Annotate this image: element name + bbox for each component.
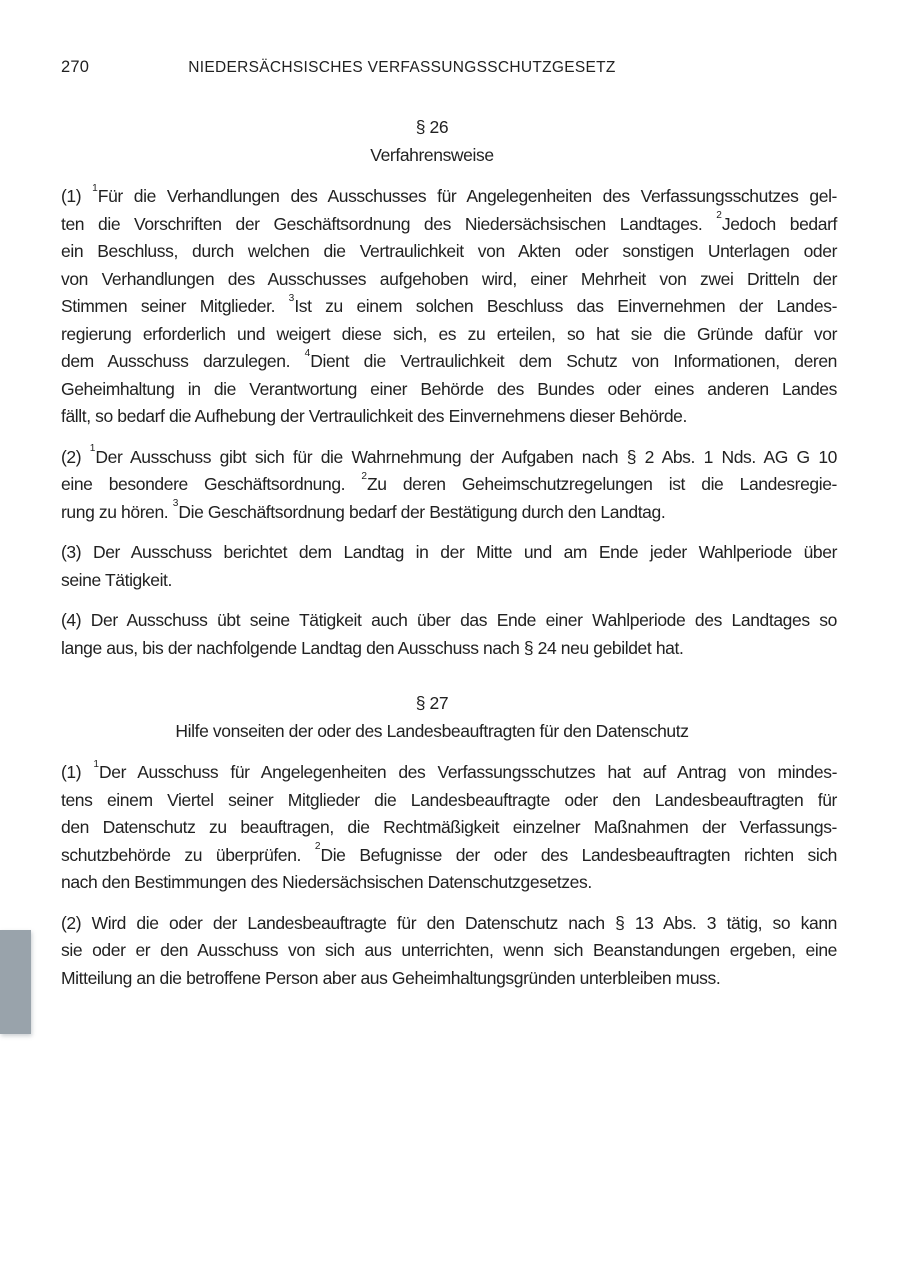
text-line: ten die Vorschriften der Geschäftsordnung des Niedersächsischen Landtages. $^2$Jedoch bedarf bbox=[61, 210, 837, 234]
paragraph bbox=[61, 183, 837, 431]
sentence-number: 1 bbox=[89, 443, 96, 455]
text-line: eine besondere Geschäftsordnung. $^2$Zu deren Geheimschutzregelungen ist die Landesregie- bbox=[61, 470, 837, 494]
running-title: NIEDERSÄCHSISCHES VERFASSUNGSSCHUTZGESETZ bbox=[188, 59, 616, 76]
thumb-index-tab bbox=[0, 930, 31, 1034]
text-line: Geheimhaltung in die Verantwortung einer Behörde des Bundes oder eines anderen Landes bbox=[61, 378, 837, 399]
text-line: sie oder er den Ausschuss von sich aus unterrichten, wenn sich Beanstandungen ergeben, eine bbox=[61, 940, 837, 960]
section-number: § 26 bbox=[415, 117, 449, 137]
text-line: rung zu hören. $^3$Die Geschäftsordnung bedarf der Bestätigung durch den Landtag. bbox=[61, 498, 666, 522]
page-number: 270 bbox=[61, 58, 90, 76]
text-line: (4) Der Ausschuss übt seine Tätigkeit auch über das Ende einer Wahlperiode des Landtages so bbox=[61, 610, 837, 630]
text-line: den Datenschutz zu beauftragen, die Rechtmäßigkeit einzelner Maßnahmen der Verfassungs- bbox=[61, 817, 837, 837]
text-line: nach den Bestimmungen des Niedersächsischen Datenschutzgesetzes. bbox=[61, 872, 592, 892]
text-line: Stimmen seiner Mitglieder. $^3$Ist zu einem solchen Beschluss das Einvernehmen der Landes- bbox=[61, 292, 837, 316]
paragraph bbox=[61, 444, 837, 527]
paragraph bbox=[61, 910, 837, 993]
text-column bbox=[61, 0, 837, 992]
section-title: Verfahrensweise bbox=[370, 144, 494, 165]
section-number: § 27 bbox=[415, 693, 449, 713]
sentence-number: 3 bbox=[172, 498, 179, 510]
text-line: (2) Wird die oder der Landesbeauftragte für den Datenschutz nach § 13 Abs. 3 tätig, so kann bbox=[61, 912, 837, 933]
sentence-number: 4 bbox=[304, 347, 311, 359]
text-line: regierung erforderlich und weigert diese sich, es zu erteilen, so hat sie die Gründe dafür vor bbox=[61, 323, 837, 344]
text-line: schutzbehörde zu überprüfen. $^2$Die Befugnisse der oder des Landesbeauftragten richten sich bbox=[61, 841, 837, 865]
text-line: (1) $^1$Der Ausschuss für Angelegenheiten des Verfassungsschutzes hat auf Antrag von mindes- bbox=[61, 758, 837, 782]
text-line: dem Ausschuss darzulegen. $^4$Dient die Vertraulichkeit dem Schutz von Informationen, deren bbox=[61, 347, 837, 371]
text-line: lange aus, bis der nachfolgende Landtag den Ausschuss nach § 24 neu gebildet hat. bbox=[61, 637, 684, 658]
text-line: (2) $^1$Der Ausschuss gibt sich für die Wahrnehmung der Aufgaben nach § 2 Abs. 1 Nds. AG G 10 bbox=[61, 443, 838, 467]
paragraph bbox=[61, 539, 837, 594]
sentence-number: 2 bbox=[314, 841, 321, 853]
section-title: Hilfe vonseiten der oder des Landesbeauftragten für den Datenschutz bbox=[175, 720, 689, 741]
text-line: (1) $^1$Für die Verhandlungen des Ausschusses für Angelegenheiten des Verfassungsschutzes gel- bbox=[61, 182, 837, 206]
sentence-number: 3 bbox=[288, 292, 295, 304]
paragraph bbox=[61, 607, 837, 662]
sentence-number: 2 bbox=[716, 210, 722, 222]
paragraph bbox=[61, 759, 837, 897]
text-line: (3) Der Ausschuss berichtet dem Landtag in der Mitte und am Ende jeder Wahlperiode über bbox=[61, 542, 837, 562]
text-line: ein Beschluss, durch welchen die Vertraulichkeit von Akten oder sonstigen Unterlagen oder bbox=[61, 241, 837, 261]
text-line: tens einem Viertel seiner Mitglieder die Landesbeauftragte oder den Landesbeauftragten für bbox=[61, 789, 837, 810]
section-heading bbox=[44, 114, 820, 169]
sentence-number: 1 bbox=[92, 182, 98, 194]
text-line: seine Tätigkeit. bbox=[61, 569, 172, 590]
sentence-number: 1 bbox=[93, 758, 99, 770]
section-heading bbox=[44, 690, 820, 745]
text-line: Mitteilung an die betroffene Person aber aus Geheimhaltungsgründen unterbleiben muss. bbox=[61, 967, 721, 988]
sentence-number: 2 bbox=[361, 470, 367, 482]
text-line: von Verhandlungen des Ausschusses aufgehoben wird, einer Mehrheit von zwei Dritteln der bbox=[61, 268, 837, 289]
text-line: fällt, so bedarf die Aufhebung der Vertraulichkeit des Einvernehmens dieser Behörde. bbox=[61, 406, 687, 426]
